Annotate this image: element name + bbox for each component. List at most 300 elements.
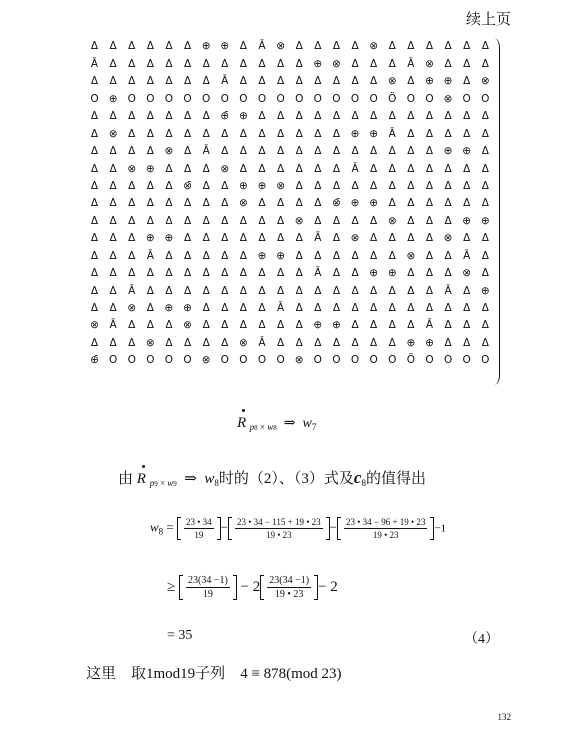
matrix-row	[86, 143, 494, 160]
matrix-row	[86, 55, 494, 72]
matrix-cell: O	[183, 92, 192, 105]
matrix-cell: ⊗	[369, 40, 379, 53]
matrix-cell: Δ	[481, 127, 489, 140]
matrix-cell: ⊕	[313, 319, 323, 332]
matrix-cell: Δ	[165, 162, 173, 175]
matrix-cell: Δ	[463, 110, 471, 123]
matrix-cell: Δ	[314, 197, 322, 210]
matrix-cell: Δ	[183, 110, 192, 123]
equation-label: （4）	[464, 632, 499, 647]
matrix-cell: Δ	[165, 127, 173, 140]
matrix-cell: Δ	[332, 214, 341, 227]
matrix-cell: ⊕	[108, 92, 118, 105]
matrix-cell: Δ	[481, 197, 489, 210]
matrix-cell: Δ	[463, 336, 471, 349]
matrix-cell: O	[164, 92, 174, 105]
matrix-cell: Δ	[221, 319, 229, 332]
matrix-cell: Δ	[407, 214, 415, 227]
matrix-cell: Δ	[332, 336, 341, 349]
matrix-cell: ⊕̄	[220, 110, 230, 123]
matrix-cell: Δ	[239, 57, 247, 70]
matrix-cell: Δ	[183, 197, 192, 210]
matrix-cell: Δ	[90, 302, 99, 315]
matrix-cell: O	[127, 92, 136, 105]
matrix-cell: ⊗	[443, 232, 453, 245]
matrix-cell: Δ	[425, 284, 434, 297]
matrix-cell: Δ	[183, 40, 192, 53]
matrix-cell: Δ	[109, 302, 117, 315]
matrix-cell: Δ	[332, 284, 341, 297]
matrix-cell: Δ	[351, 319, 359, 332]
matrix-cell: Δ	[425, 145, 434, 158]
matrix-cell: O	[332, 92, 341, 105]
matrix-cell: Δ	[407, 127, 415, 140]
matrix-cell: Δ	[295, 267, 303, 280]
matrix-cell: ⊕	[425, 336, 434, 349]
matrix-cell: Δ	[165, 267, 173, 280]
matrix-cell: Δ	[295, 127, 303, 140]
matrix-cell: Δ	[481, 57, 489, 70]
matrix-cell: Ö	[388, 92, 397, 105]
matrix-cell: Δ	[221, 284, 229, 297]
r-dot-symbol: R	[237, 415, 247, 431]
matrix-cell: Δ	[221, 214, 229, 227]
matrix-cell: Δ	[183, 162, 192, 175]
matrix-cell: Δ	[202, 284, 210, 297]
matrix-cell: Δ	[295, 145, 303, 158]
matrix-cell: Δ	[221, 145, 229, 158]
matrix-cell: Δ	[463, 302, 471, 315]
matrix-cell: O	[220, 354, 229, 367]
matrix-cell: Δ	[332, 75, 341, 88]
matrix-cell: Δ	[165, 319, 173, 332]
matrix-cell: Δ	[425, 110, 434, 123]
matrix-cell: Δ	[481, 110, 489, 123]
matrix-cell: Δ	[425, 127, 434, 140]
matrix-cell: Δ	[165, 110, 173, 123]
matrix-cell: Δ	[295, 110, 303, 123]
matrix-cell: Δ	[388, 197, 396, 210]
matrix-cell: Δ	[388, 302, 396, 315]
matrix-cell: ⊗	[462, 267, 472, 280]
matrix-cell: Δ	[388, 57, 396, 70]
matrix-cell: Δ	[90, 145, 99, 158]
matrix-row	[86, 212, 494, 229]
matrix-cell: Δ	[351, 40, 359, 53]
matrix-cell: Δ	[258, 302, 266, 315]
matrix-cell: Δ	[388, 249, 396, 262]
matrix-cell: Δ	[146, 179, 154, 192]
matrix-cell: O	[239, 354, 248, 367]
matrix-row	[86, 300, 494, 317]
matrix-cell: Δ	[407, 284, 415, 297]
matrix-cell: Δ	[332, 110, 341, 123]
matrix-cell: Δ	[407, 40, 415, 53]
matrix-cell: Δ	[165, 40, 173, 53]
matrix-cell: Δ	[90, 197, 99, 210]
matrix-cell: Δ	[221, 336, 229, 349]
matrix-cell: ⊕	[164, 232, 174, 245]
matrix-cell: ⊕	[220, 40, 230, 53]
matrix-cell: ⊕	[480, 284, 490, 297]
matrix-cell: Δ	[183, 145, 192, 158]
matrix-cell: Δ	[109, 284, 117, 297]
matrix-cell: Δ	[444, 127, 452, 140]
matrix-cell: Δ	[351, 75, 359, 88]
matrix-cell: ⊗	[238, 336, 248, 349]
matrix-cell: Δ	[202, 162, 210, 175]
matrix-cell: Δ	[425, 302, 434, 315]
matrix-cell: Δ	[258, 197, 266, 210]
equation-w8-definition: $w_8$ = $\frac{23 • 34}{19}$ − $\frac{23 • 34 - 115 + 19 • 23}{19 • 23}$ − $\frac{23 • 34 - 96 + 19 • 23}{19 • 23}$ −1	[150, 517, 447, 540]
matrix-cell: Δ	[239, 162, 247, 175]
matrix-cell: O	[220, 92, 229, 105]
matrix-cell: ⊕	[350, 127, 360, 140]
matrix-cell: ⊕	[201, 40, 211, 53]
matrix-cell: Δ	[202, 249, 210, 262]
symbol-matrix	[86, 38, 494, 369]
matrix-cell: O	[127, 354, 136, 367]
matrix-cell: ⊗	[406, 249, 416, 262]
matrix-cell: Δ	[481, 319, 489, 332]
matrix-cell: Δ	[332, 302, 341, 315]
equation-inequality: ≥ $\frac{23(34 -1)}{19}$ − 2 $\frac{23(34 -1)}{19 • 23}$ − 2	[167, 575, 338, 600]
matrix-cell: ⊕	[350, 197, 360, 210]
matrix-cell: Δ	[165, 249, 173, 262]
matrix-cell: Δ	[444, 302, 452, 315]
matrix-cell: Δ	[202, 319, 210, 332]
matrix-cell: Δ	[425, 40, 434, 53]
matrix-cell: Δ	[109, 162, 117, 175]
matrix-cell: Δ	[146, 110, 154, 123]
matrix-cell: Δ	[202, 336, 210, 349]
matrix-cell: Δ	[370, 336, 378, 349]
matrix-cell: ⊗	[294, 354, 304, 367]
matrix-cell: Δ	[481, 267, 489, 280]
matrix-cell: Δ	[481, 336, 489, 349]
matrix-cell: Δ	[370, 162, 378, 175]
matrix-cell: O	[462, 354, 471, 367]
matrix-cell: Δ	[239, 267, 247, 280]
matrix-cell: Δ	[314, 40, 322, 53]
matrix-cell: Δ	[444, 214, 452, 227]
matrix-cell: Δ	[202, 302, 210, 315]
matrix-cell: Δ	[202, 232, 210, 245]
matrix-cell: Δ	[202, 197, 210, 210]
matrix-cell: Δ	[90, 179, 99, 192]
matrix-cell: Δ	[481, 40, 489, 53]
matrix-cell: Δ	[109, 40, 117, 53]
matrix-cell: O	[202, 92, 211, 105]
matrix-cell: Δ	[109, 232, 117, 245]
matrix-cell: Ā	[314, 267, 322, 280]
matrix-cell: Δ	[277, 319, 285, 332]
matrix-cell: O	[276, 354, 285, 367]
matrix-cell: Δ	[183, 336, 192, 349]
matrix-cell: Δ	[295, 232, 303, 245]
matrix-cell: Δ	[221, 57, 229, 70]
matrix-cell: O	[90, 92, 99, 105]
matrix-cell: Δ	[258, 110, 266, 123]
matrix-cell: O	[388, 354, 397, 367]
matrix-cell: ⊗	[238, 197, 248, 210]
matrix-cell: Δ	[425, 214, 434, 227]
matrix-cell: Δ	[444, 110, 452, 123]
matrix-cell: Δ	[277, 197, 285, 210]
matrix-cell: Ā	[221, 75, 229, 88]
matrix-cell: Δ	[146, 145, 154, 158]
matrix-cell: Δ	[128, 40, 136, 53]
matrix-cell: Δ	[370, 232, 378, 245]
matrix-cell: Δ	[277, 267, 285, 280]
matrix-cell: Δ	[165, 214, 173, 227]
matrix-cell: Δ	[370, 57, 378, 70]
matrix-cell: Δ	[351, 336, 359, 349]
matrix-cell: Δ	[277, 214, 285, 227]
matrix-cell: Δ	[407, 162, 415, 175]
matrix-cell: Δ	[128, 145, 136, 158]
matrix-cell: Δ	[165, 57, 173, 70]
matrix-cell: Δ	[128, 267, 136, 280]
matrix-cell: ⊗	[332, 57, 341, 70]
matrix-cell: Δ	[128, 57, 136, 70]
matrix-cell: Δ	[295, 162, 303, 175]
equation-r-p8-w8: R $_{p8 \times w8}$ ⇒ $w_7$	[237, 415, 317, 432]
matrix-cell: ⊗	[387, 214, 397, 227]
matrix-cell: Δ	[295, 197, 303, 210]
matrix-cell: Δ	[183, 214, 192, 227]
matrix-cell: Δ	[146, 214, 154, 227]
r-dot-symbol: R	[136, 471, 146, 487]
matrix-cell: Δ	[370, 214, 378, 227]
matrix-row	[86, 265, 494, 282]
matrix-cell: Δ	[388, 284, 396, 297]
matrix-cell: Δ	[425, 267, 434, 280]
matrix-cell: Δ	[258, 214, 266, 227]
matrix-cell: ⊗	[276, 179, 285, 192]
matrix-cell: Ā	[258, 336, 266, 349]
matrix-cell: O	[257, 92, 267, 105]
matrix-cell: Ā	[463, 249, 471, 262]
matrix-cell: Δ	[314, 127, 322, 140]
matrix-cell: Δ	[277, 57, 285, 70]
matrix-cell: Δ	[314, 75, 322, 88]
matrix-cell: Δ	[425, 197, 434, 210]
matrix-cell: Δ	[146, 284, 154, 297]
matrix-cell: Δ	[463, 319, 471, 332]
matrix-cell: Δ	[370, 110, 378, 123]
matrix-cell: Δ	[314, 110, 322, 123]
matrix-cell: Δ	[463, 232, 471, 245]
matrix-cell: Δ	[407, 145, 415, 158]
matrix-cell: Δ	[407, 75, 415, 88]
matrix-cell: O	[313, 92, 322, 105]
matrix-cell: Δ	[183, 267, 192, 280]
matrix-cell: Δ	[90, 162, 99, 175]
matrix-cell: Δ	[202, 214, 210, 227]
matrix-cell: Δ	[221, 127, 229, 140]
matrix-cell: Δ	[351, 110, 359, 123]
matrix-cell: Δ	[128, 75, 136, 88]
matrix-cell: ⊕	[238, 110, 248, 123]
matrix-cell: O	[146, 92, 155, 105]
matrix-cell: Ā	[314, 232, 322, 245]
matrix-cell: Δ	[444, 249, 452, 262]
matrix-cell: ⊗	[480, 75, 490, 88]
matrix-cell: Δ	[165, 197, 173, 210]
matrix-cell: Δ	[351, 302, 359, 315]
matrix-cell: ⊕	[406, 336, 416, 349]
matrix-cell: O	[295, 92, 304, 105]
matrix-cell: Δ	[146, 197, 154, 210]
matrix-cell: Δ	[332, 232, 341, 245]
matrix-cell: ⊕	[443, 75, 453, 88]
matrix-cell: Δ	[90, 232, 99, 245]
matrix-cell: ⊗	[127, 162, 137, 175]
matrix-cell: ⊕	[145, 162, 155, 175]
matrix-cell: Ā	[425, 319, 434, 332]
matrix-cell: Δ	[202, 127, 210, 140]
matrix-cell: O	[462, 92, 471, 105]
matrix-cell: Δ	[481, 249, 489, 262]
matrix-cell: Δ	[314, 145, 322, 158]
matrix-cell: Δ	[463, 127, 471, 140]
matrix-cell: Δ	[258, 319, 266, 332]
matrix-cell: Δ	[351, 57, 359, 70]
matrix-cell: Δ	[239, 249, 247, 262]
matrix-cell: Δ	[332, 179, 341, 192]
matrix-cell: ⊗	[220, 162, 230, 175]
closing-line: 这里 取1mod19子列 4 ≡ 878(mod 23)	[86, 666, 342, 682]
matrix-cell: Δ	[90, 127, 99, 140]
matrix-cell: ⊕	[387, 267, 397, 280]
matrix-cell: Δ	[332, 267, 341, 280]
matrix-cell: Δ	[109, 249, 117, 262]
matrix-cell: Δ	[202, 57, 210, 70]
matrix-cell: Δ	[314, 302, 322, 315]
matrix-cell: Δ	[146, 40, 154, 53]
matrix-cell: Δ	[351, 145, 359, 158]
matrix-cell: Δ	[388, 179, 396, 192]
matrix-cell: Δ	[128, 232, 136, 245]
matrix-cell: Δ	[314, 162, 322, 175]
matrix-cell: Δ	[128, 197, 136, 210]
matrix-cell: Δ	[239, 145, 247, 158]
matrix-cell: Δ	[481, 232, 489, 245]
matrix-cell: Δ	[444, 319, 452, 332]
matrix-cell: Δ	[370, 284, 378, 297]
matrix-cell: Δ	[388, 162, 396, 175]
matrix-cell: Δ	[109, 145, 117, 158]
matrix-cell: Δ	[277, 145, 285, 158]
equation-r-p9-w9-text: 由 R $_{p9 \times w9}$ ⇒ $w_8$时的（2）、（3）式及$c_8$的值得出	[118, 468, 426, 488]
matrix-cell: Δ	[388, 336, 396, 349]
matrix-cell: ⊕̄	[90, 354, 99, 367]
matrix-cell: Δ	[146, 75, 154, 88]
matrix-cell: Δ	[463, 162, 471, 175]
matrix-cell: Δ	[109, 57, 117, 70]
matrix-cell: Δ	[90, 284, 99, 297]
matrix-cell: Δ	[388, 232, 396, 245]
matrix-cell: Δ	[277, 75, 285, 88]
matrix-cell: Δ	[351, 284, 359, 297]
matrix-row	[86, 90, 494, 107]
matrix-cell: ⊗	[294, 214, 304, 227]
matrix-row	[86, 108, 494, 125]
matrix-cell: Δ	[202, 110, 210, 123]
matrix-cell: Δ	[444, 40, 452, 53]
matrix-cell: ⊗	[425, 57, 434, 70]
matrix-cell: Ā	[258, 40, 266, 53]
matrix-cell: Δ	[239, 232, 247, 245]
matrix-cell: Δ	[351, 267, 359, 280]
matrix-cell: Δ	[277, 162, 285, 175]
matrix-cell: ⊕	[369, 267, 379, 280]
matrix-cell: Δ	[388, 110, 396, 123]
matrix-cell: Δ	[183, 127, 192, 140]
matrix-cell: Δ	[90, 75, 99, 88]
matrix-cell: Δ	[407, 267, 415, 280]
matrix-cell: Δ	[128, 336, 136, 349]
matrix-cell: Δ	[370, 145, 378, 158]
matrix-cell: O	[313, 354, 322, 367]
matrix-cell: Δ	[295, 179, 303, 192]
matrix-cell: Δ	[221, 197, 229, 210]
matrix-cell: O	[164, 354, 174, 367]
matrix-cell: ⊗̄	[332, 197, 341, 210]
matrix-cell: Δ	[146, 319, 154, 332]
matrix-cell: Δ	[165, 179, 173, 192]
matrix-cell: O	[183, 354, 192, 367]
matrix-cell: Δ	[425, 162, 434, 175]
matrix-cell: Δ	[370, 319, 378, 332]
matrix-cell: ⊗	[276, 40, 285, 53]
matrix-row	[86, 334, 494, 351]
matrix-cell: Δ	[407, 232, 415, 245]
continued-header: 续上页	[465, 12, 511, 28]
matrix-cell: Δ	[388, 40, 396, 53]
matrix-cell: Δ	[258, 162, 266, 175]
matrix-cell: ⊕	[462, 214, 472, 227]
matrix-cell: Δ	[295, 249, 303, 262]
matrix-cell: Δ	[221, 179, 229, 192]
matrix-row	[86, 125, 494, 142]
matrix-cell: Ā	[444, 284, 452, 297]
matrix-cell: O	[443, 354, 453, 367]
matrix-cell: Ā	[277, 302, 285, 315]
matrix-cell: Δ	[463, 197, 471, 210]
matrix-cell: O	[406, 92, 415, 105]
matrix-cell: O	[425, 354, 434, 367]
matrix-cell: Δ	[332, 249, 341, 262]
matrix-cell: ⊗	[164, 145, 174, 158]
matrix-cell: Δ	[407, 110, 415, 123]
matrix-row	[86, 282, 494, 299]
matrix-cell: Ā	[109, 319, 117, 332]
matrix-cell: O	[257, 354, 267, 367]
matrix-cell: Δ	[295, 284, 303, 297]
matrix-cell: Δ	[351, 179, 359, 192]
matrix-cell: Δ	[90, 110, 99, 123]
matrix-cell: Δ	[109, 179, 117, 192]
matrix-cell: Δ	[481, 162, 489, 175]
matrix-cell: Δ	[444, 267, 452, 280]
matrix-cell: Δ	[258, 145, 266, 158]
matrix-cell: Δ	[90, 336, 99, 349]
matrix-cell: Δ	[165, 284, 173, 297]
matrix-cell: Δ	[109, 336, 117, 349]
matrix-cell: Δ	[425, 249, 434, 262]
